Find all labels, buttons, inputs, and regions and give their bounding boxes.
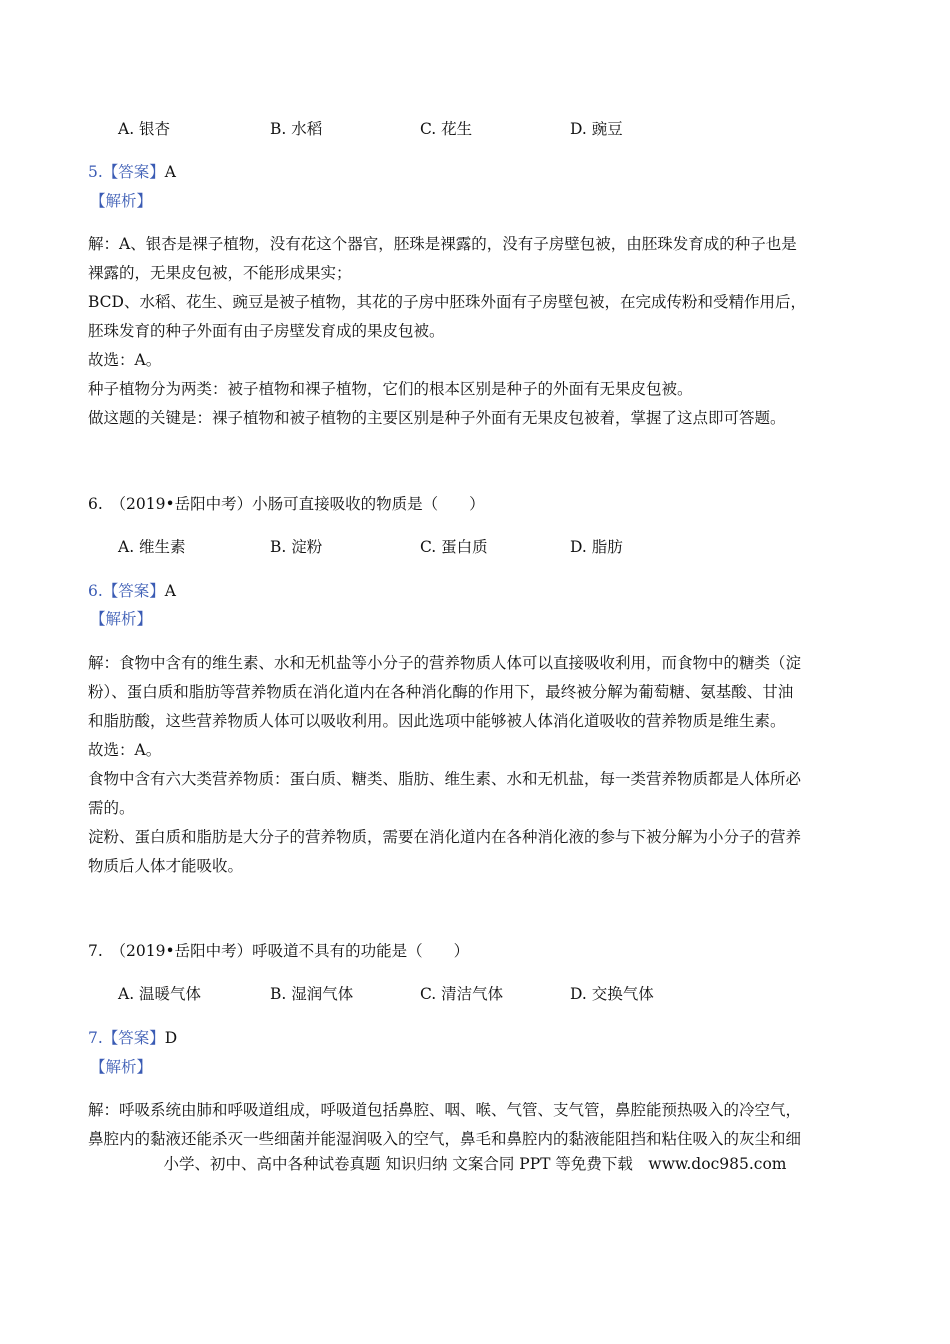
q5-analysis-line: 种子植物分为两类：被子植物和裸子植物，它们的根本区别是种子的外面有无果皮包被。 [88,380,693,398]
q7-answer [88,1026,177,1050]
q5-analysis-line: 解：A、银杏是裸子植物，没有花这个器官，胚珠是裸露的，没有子房壁包被，由胚珠发育成的种子也是 [88,235,797,253]
q6-analysis-line: 淀粉、蛋白质和脂肪是大分子的营养物质，需要在消化道内在各种消化液的参与下被分解为小分子的营养 [88,828,802,846]
q5-analysis-line: 故选：A。 [88,351,162,369]
q7-question: 7. （2019•岳阳中考）呼吸道不具有的功能是（ ） [88,942,470,960]
q5-answer [88,160,176,184]
q6-analysis-line: 解：食物中含有的维生素、水和无机盐等小分子的营养物质人体可以直接吸收利用，而食物中的糖类（淀 [88,654,802,672]
q6-analysis-line: 粉）、蛋白质和脂肪等营养物质在消化道内在各种消化酶的作用下，最终被分解为葡萄糖、氨基酸、甘油 [88,683,794,701]
q7-analysis-label: 【解析】 [90,1058,153,1076]
q6-analysis-line: 需的。 [88,799,135,817]
q5-option-b: B. 水稻 [270,120,323,138]
q6-analysis-line: 故选：A。 [88,741,162,759]
q5-analysis-line: 胚珠发育的种子外面有由子房壁发育成的果皮包被。 [88,322,445,340]
q6-analysis-line: 食物中含有六大类营养物质：蛋白质、糖类、脂肪、维生素、水和无机盐，每一类营养物质都是人体所必 [88,770,802,788]
q6-analysis-body [88,649,863,881]
q6-answer-value: A [164,582,176,600]
q6-question: 6. （2019•岳阳中考）小肠可直接吸收的物质是（ ） [88,495,485,513]
q6-option-d: D. 脂肪 [570,538,623,556]
q5-analysis-label: 【解析】 [90,192,153,210]
q6-option-a: A. 维生素 [118,538,186,556]
q5-analysis-line: 做这题的关键是：裸子植物和被子植物的主要区别是种子外面有无果皮包被着，掌握了这点即可答题。 [88,409,786,427]
q5-answer-value: A [164,163,176,181]
q5-analysis-line: 裸露的，无果皮包被，不能形成果实； [88,264,352,282]
q7-option-b: B. 湿润气体 [270,985,354,1003]
q5-option-a: A. 银杏 [118,120,171,138]
q5-analysis-line: BCD、水稻、花生、豌豆是被子植物，其花的子房中胚珠外面有子房壁包被，在完成传粉和受精作用后， [88,293,806,311]
q6-option-c: C. 蛋白质 [420,538,488,556]
q7-option-d: D. 交换气体 [570,985,654,1003]
q7-option-a: A. 温暖气体 [118,985,202,1003]
q5-option-d: D. 豌豆 [570,120,623,138]
q6-analysis-label: 【解析】 [90,610,153,628]
q5-answer-label: 5.【答案】 [88,163,165,181]
q7-answer-value: D [164,1029,178,1047]
q6-answer-label: 6.【答案】 [88,582,165,600]
q7-answer-label: 7.【答案】 [88,1029,165,1047]
q5-analysis-body [88,230,863,433]
q6-analysis-line: 物质后人体才能吸收。 [88,857,244,875]
q7-option-c: C. 清洁气体 [420,985,504,1003]
page-footer: 小学、初中、高中各种试卷真题 知识归纳 文案合同 PPT 等免费下载 www.doc985.com [163,1155,787,1173]
q7-analysis-line: 解：呼吸系统由肺和呼吸道组成，呼吸道包括鼻腔、咽、喉、气管、支气管，鼻腔能预热吸入的冷空气， [88,1101,802,1119]
q6-option-b: B. 淀粉 [270,538,323,556]
q7-analysis-line: 鼻腔内的黏液还能杀灭一些细菌并能湿润吸入的空气，鼻毛和鼻腔内的黏液能阻挡和粘住吸入的灰尘和细 [88,1130,802,1148]
q7-analysis-body [88,1096,863,1154]
q6-answer [88,579,176,603]
q6-analysis-line: 和脂肪酸，这些营养物质人体可以吸收利用。因此选项中能够被人体消化道吸收的营养物质是维生素。 [88,712,786,730]
q5-option-c: C. 花生 [420,120,473,138]
